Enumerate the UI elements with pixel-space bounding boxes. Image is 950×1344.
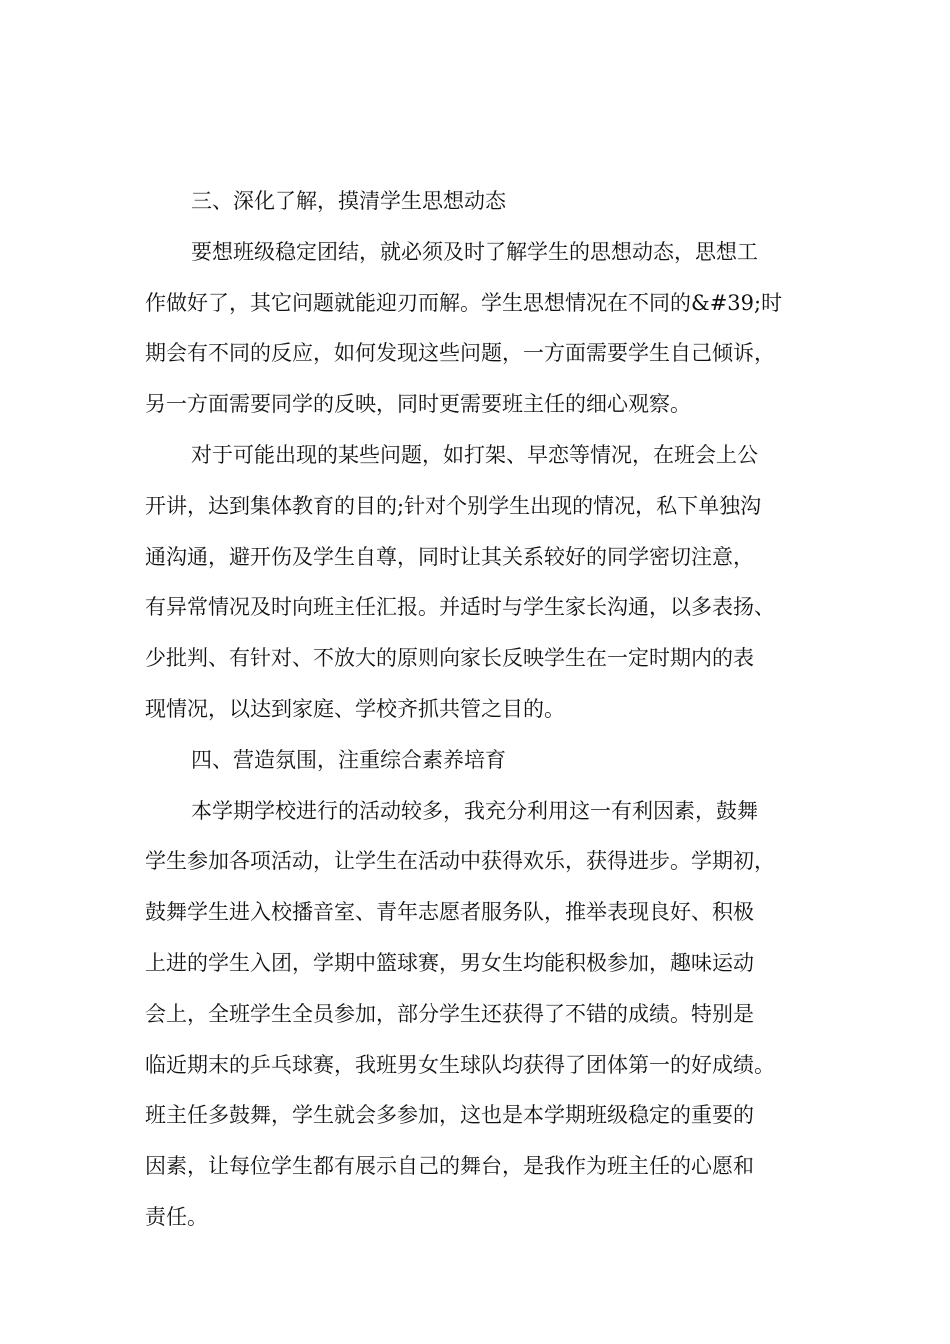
paragraph-line: 作做好了，其它问题就能迎刃而解。学生思想情况在不同的&#39;时 (145, 290, 783, 315)
paragraph-line: 临近期末的乒乓球赛，我班男女生球队均获得了团体第一的好成绩。 (145, 1052, 775, 1077)
paragraph-line: 期会有不同的反应，如何发现这些问题，一方面需要学生自己倾诉， (145, 341, 775, 366)
paragraph-line: 班主任多鼓舞，学生就会多参加，这也是本学期班级稳定的重要的 (145, 1103, 754, 1128)
paragraph-line: 上进的学生入团，学期中篮球赛，男女生均能积极参加，趣味运动 (145, 950, 754, 975)
paragraph-line: 有异常情况及时向班主任汇报。并适时与学生家长沟通，以多表扬、 (145, 595, 775, 620)
paragraph-line: 现情况，以达到家庭、学校齐抓共管之目的。 (145, 696, 565, 721)
paragraph-line: 本学期学校进行的活动较多，我充分利用这一有利因素，鼓舞 (191, 798, 758, 823)
paragraph-line: 通沟通，避开伤及学生自尊，同时让其关系较好的同学密切注意， (145, 544, 754, 569)
paragraph-line: 开讲，达到集体教育的目的;针对个别学生出现的情况，私下单独沟 (145, 493, 762, 518)
paragraph-line: 会上，全班学生全员参加，部分学生还获得了不错的成绩。特别是 (145, 1001, 754, 1026)
paragraph-line: 另一方面需要同学的反映，同时更需要班主任的细心观察。 (145, 392, 691, 417)
document-body (145, 176, 815, 1243)
paragraph-line: 学生参加各项活动，让学生在活动中获得欢乐，获得进步。学期初， (145, 849, 775, 874)
paragraph-line: 对于可能出现的某些问题，如打架、早恋等情况，在班会上公 (191, 442, 758, 467)
paragraph-line: 因素，让每位学生都有展示自己的舞台，是我作为班主任的心愿和 (145, 1154, 754, 1179)
paragraph-line: 责任。 (145, 1204, 208, 1229)
section-heading-4: 四、营造氛围，注重综合素养培育 (191, 747, 506, 772)
section-heading-3: 三、深化了解，摸清学生思想动态 (191, 189, 506, 213)
paragraph-line: 少批判、有针对、不放大的原则向家长反映学生在一定时期内的表 (145, 646, 754, 671)
paragraph-line: 鼓舞学生进入校播音室、青年志愿者服务队，推举表现良好、积极 (145, 900, 754, 925)
paragraph-line: 要想班级稳定团结，就必须及时了解学生的思想动态，思想工 (191, 239, 758, 264)
